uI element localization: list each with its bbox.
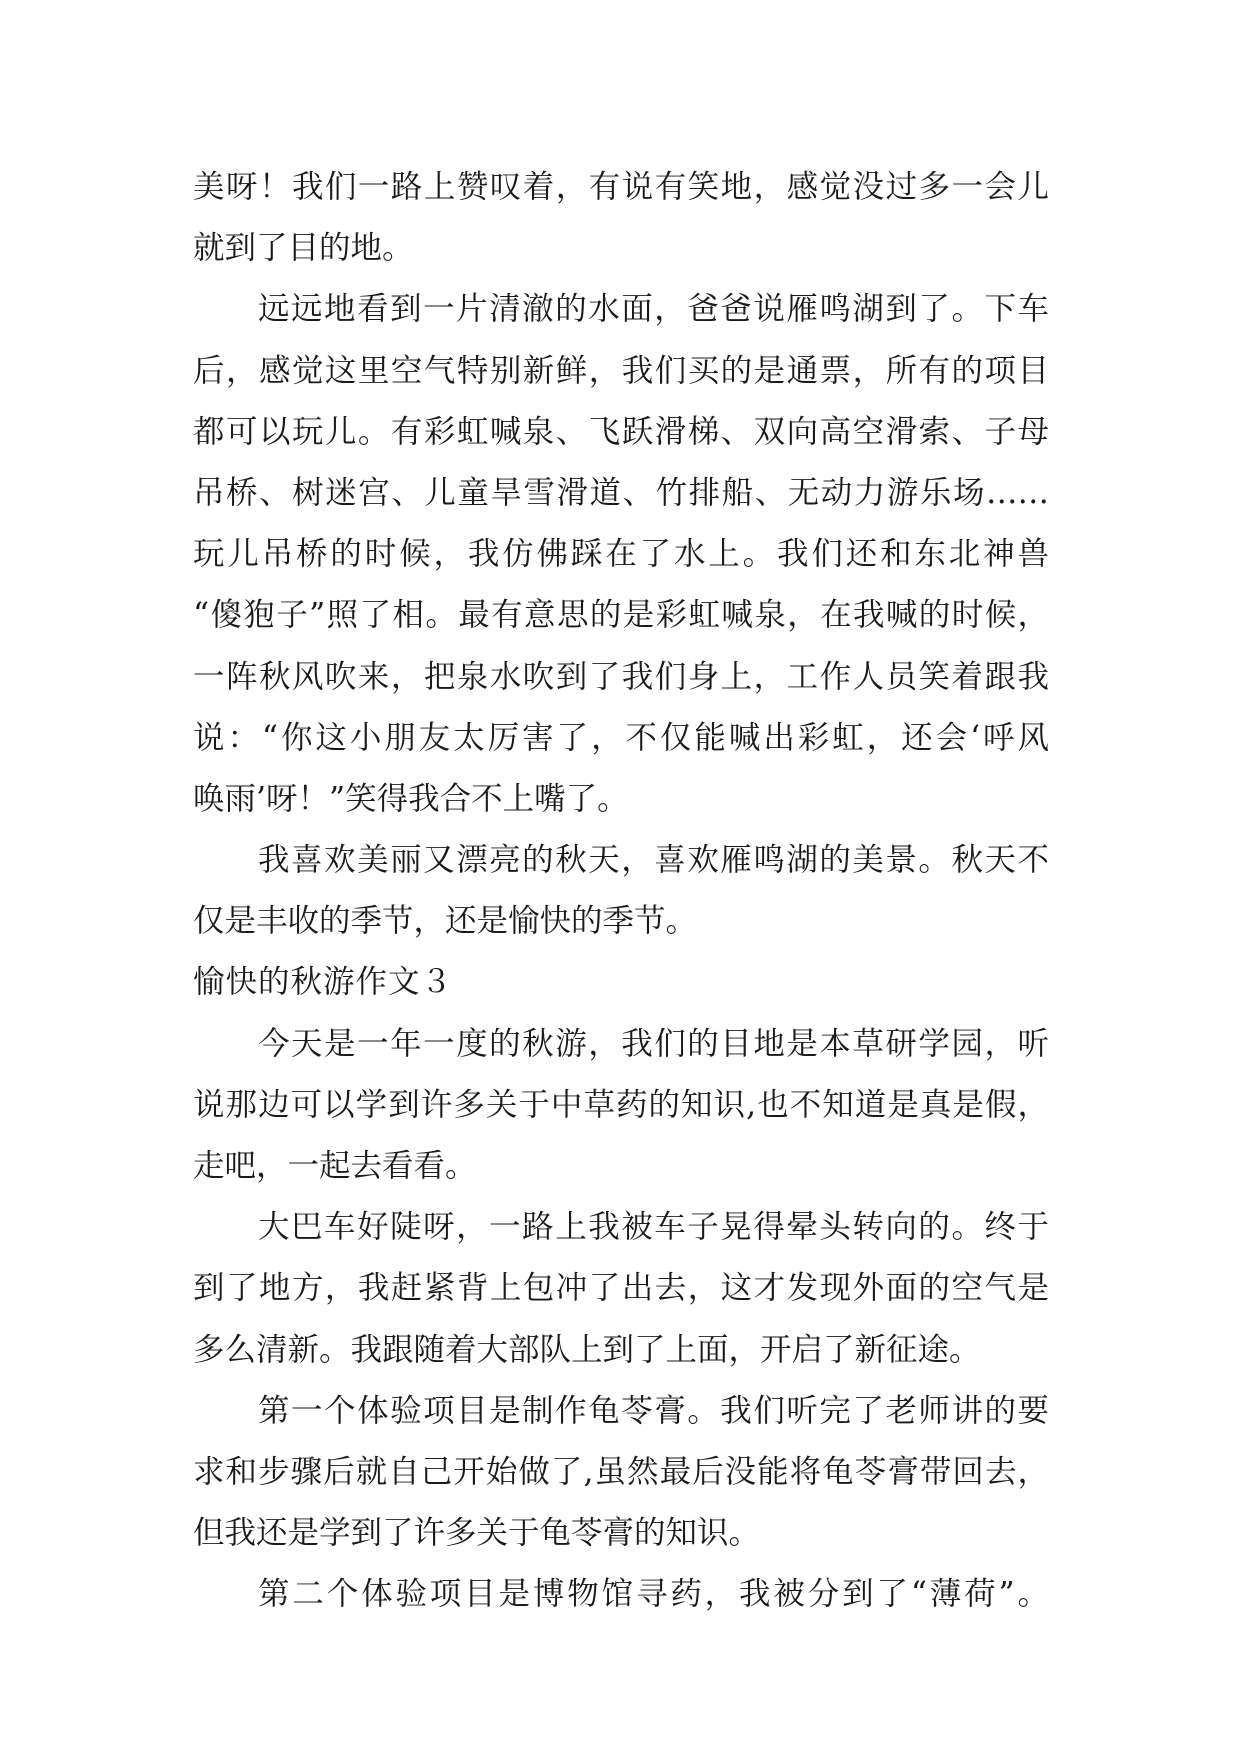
paragraph-first-line: 远远地看到一片清澈的水面，爸爸说雁鸣湖到了。下车 bbox=[258, 291, 1049, 328]
paragraph-line: 走吧，一起去看看。 bbox=[193, 1148, 477, 1184]
paragraph-line: 但我还是学到了许多关于龟苓膏的知识。 bbox=[193, 1515, 761, 1552]
paragraph-line: 求和步骤后就自己开始做了,虽然最后没能将龟苓膏带回去， bbox=[193, 1453, 1049, 1490]
paragraph-line: 玩儿吊桥的时候，我仿佛踩在了水上。我们还和东北神兽 bbox=[193, 536, 1049, 573]
paragraph-first-line: 第二个体验项目是博物馆寻药，我被分到了“薄荷”。 bbox=[258, 1576, 1049, 1613]
essay-text bbox=[193, 157, 1049, 1626]
paragraph-line: 美呀！我们一路上赞叹着，有说有笑地，感觉没过多一会儿 bbox=[193, 169, 1049, 205]
paragraph-line: 说那边可以学到许多关于中草药的知识,也不知道是真是假， bbox=[193, 1086, 1049, 1123]
paragraph-line: 都可以玩儿。有彩虹喊泉、飞跃滑梯、双向高空滑索、子母 bbox=[193, 413, 1049, 450]
paragraph-line: 一阵秋风吹来，把泉水吹到了我们身上，工作人员笑着跟我 bbox=[193, 658, 1049, 695]
paragraph-line: “傻狍子”照了相。最有意思的是彩虹喊泉，在我喊的时候， bbox=[193, 597, 1049, 634]
paragraph-line: 唤雨’呀！”笑得我合不上嘴了。 bbox=[193, 780, 629, 817]
paragraph-first-line: 我喜欢美丽又漂亮的秋天，喜欢雁鸣湖的美景。秋天不 bbox=[258, 842, 1049, 879]
paragraph-line: 吊桥、树迷宫、儿童旱雪滑道、竹排船、无动力游乐场…… bbox=[193, 474, 1049, 511]
paragraph-first-line: 今天是一年一度的秋游，我们的目地是本草研学园，听 bbox=[258, 1025, 1049, 1062]
paragraph-line: 后，感觉这里空气特别新鲜，我们买的是通票，所有的项目 bbox=[193, 352, 1049, 389]
paragraph-line: 说：“你这小朋友太厉害了，不仅能喊出彩虹，还会‘呼风 bbox=[193, 719, 1049, 756]
paragraph-line: 仅是丰收的季节，还是愉快的季节。 bbox=[193, 903, 698, 940]
paragraph-line: 多么清新。我跟随着大部队上到了上面，开启了新征途。 bbox=[193, 1331, 981, 1368]
paragraph-first-line: 大巴车好陡呀，一路上我被车子晃得晕头转向的。终于 bbox=[258, 1209, 1049, 1246]
paragraph-line: 就到了目的地。 bbox=[193, 230, 414, 267]
paragraph-first-line: 第一个体验项目是制作龟苓膏。我们听完了老师讲的要 bbox=[258, 1392, 1049, 1429]
paragraph-line: 到了地方，我赶紧背上包冲了出去，这才发现外面的空气是 bbox=[193, 1270, 1049, 1307]
section-heading: 愉快的秋游作文３ bbox=[193, 964, 454, 1001]
